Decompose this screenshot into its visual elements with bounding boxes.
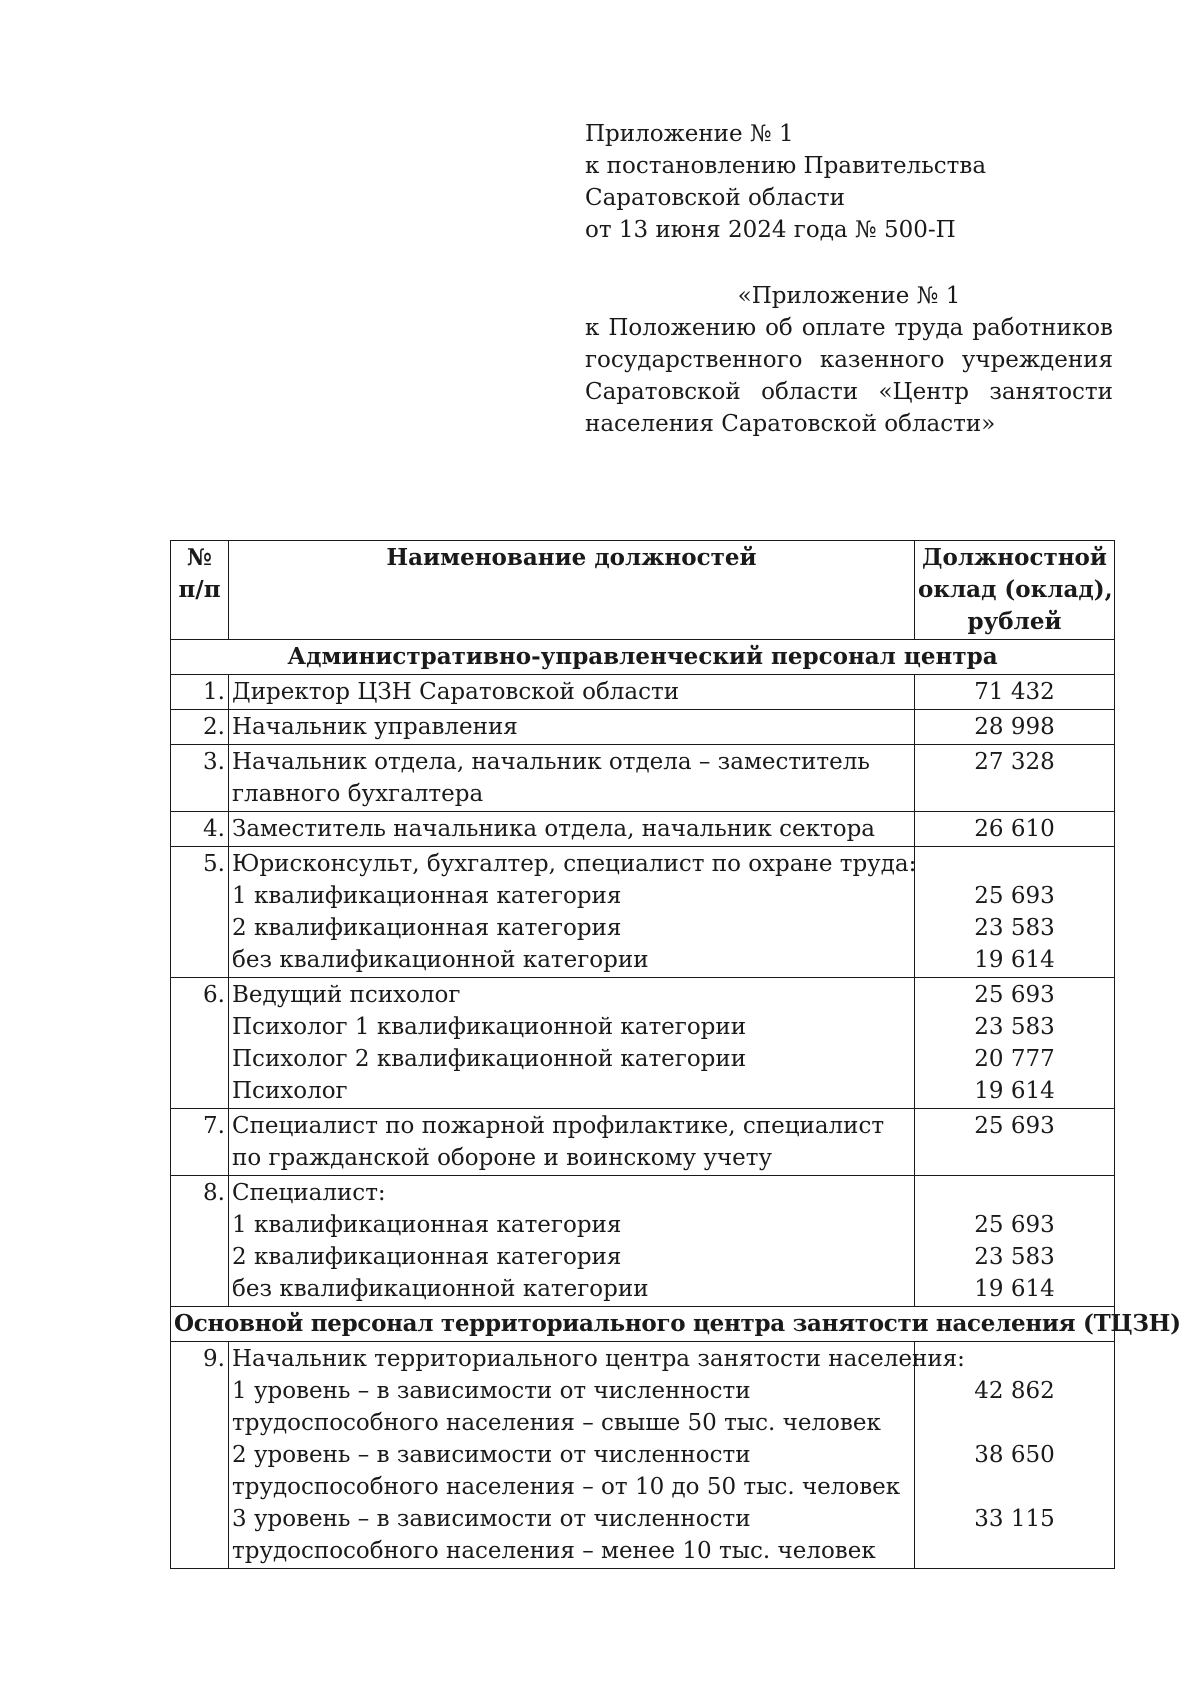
annex-line: государственного казенного учреждения <box>585 347 1113 373</box>
row-number: 4. <box>171 812 229 847</box>
position-name <box>229 812 915 847</box>
position-name <box>229 847 915 978</box>
position-name <box>229 978 915 1109</box>
annex-line: к Положению об оплате труда работников <box>585 315 1113 341</box>
header-line: к постановлению Правительства <box>585 153 987 179</box>
salary-line: 25 693 <box>974 883 1055 909</box>
salary-line: 42 862 <box>974 1378 1055 1404</box>
row-number: 6. <box>171 978 229 1109</box>
salary-line: 26 610 <box>974 816 1055 842</box>
salary-line: 19 614 <box>974 947 1055 973</box>
position-line: 2 квалификационная категория <box>232 1244 622 1270</box>
row-number: 2. <box>171 710 229 745</box>
row-number: 1. <box>171 675 229 710</box>
salary-line <box>918 1177 1111 1209</box>
annex-reference <box>585 280 1113 440</box>
salary-value <box>915 812 1115 847</box>
header-number-line: № <box>187 544 212 571</box>
position-line: 1 квалификационная категория <box>232 883 622 909</box>
position-line: Специалист по пожарной профилактике, специалист <box>232 1113 885 1139</box>
position-line: Психолог 1 квалификационной категории <box>232 1014 747 1040</box>
row-number: 7. <box>171 1109 229 1176</box>
salary-line: 28 998 <box>974 714 1055 740</box>
salary-value <box>915 978 1115 1109</box>
salary-value <box>915 745 1115 812</box>
salary-value <box>915 847 1115 978</box>
table-row <box>171 812 1115 847</box>
salary-line <box>918 1471 1111 1503</box>
table-row <box>171 1109 1115 1176</box>
position-line: без квалификационной категории <box>232 1276 649 1302</box>
salary-line: 33 115 <box>974 1506 1055 1532</box>
table-row <box>171 1176 1115 1307</box>
header-line: Саратовской области <box>585 185 845 211</box>
position-line: 1 уровень – в зависимости от численности <box>232 1378 751 1404</box>
salary-line: 20 777 <box>974 1046 1055 1072</box>
table-row <box>171 1342 1115 1569</box>
appendix-header <box>585 118 1105 246</box>
position-name <box>229 745 915 812</box>
position-line: трудоспособного населения – менее 10 тыс. человек <box>232 1538 876 1564</box>
position-line: без квалификационной категории <box>232 947 649 973</box>
header-line: Приложение № 1 <box>585 121 794 147</box>
section-row <box>171 640 1115 675</box>
position-name <box>229 1342 965 1569</box>
position-line: главного бухгалтера <box>232 781 484 807</box>
salary-line: 23 583 <box>974 1244 1055 1270</box>
salary-line: 23 583 <box>974 915 1055 941</box>
position-line: трудоспособного населения – от 10 до 50 тыс. человек <box>232 1474 901 1500</box>
position-name <box>229 1176 915 1307</box>
position-line: Заместитель начальника отдела, начальник сектора <box>232 816 876 842</box>
position-line: Юрисконсульт, бухгалтер, специалист по охране труда: <box>232 851 917 877</box>
row-number: 8. <box>171 1176 229 1307</box>
header-salary-line: Должностной <box>922 544 1107 571</box>
table-row <box>171 675 1115 710</box>
header-line: от 13 июня 2024 года № 500-П <box>585 217 956 243</box>
salary-value <box>915 1176 1115 1307</box>
header-position-name: Наименование должностей <box>229 541 915 640</box>
salary-line: 25 693 <box>974 982 1055 1008</box>
position-name <box>229 675 915 710</box>
header-number-line: п/п <box>178 576 221 603</box>
salary-line <box>918 1407 1111 1439</box>
position-name <box>229 1109 915 1176</box>
position-line: 2 квалификационная категория <box>232 915 622 941</box>
row-number: 3. <box>171 745 229 812</box>
position-line: Психолог 2 квалификационной категории <box>232 1046 747 1072</box>
salary-value <box>915 710 1115 745</box>
position-line: трудоспособного населения – свыше 50 тыс. человек <box>232 1410 881 1436</box>
section-row <box>171 1307 1115 1342</box>
salary-line: 27 328 <box>974 749 1055 775</box>
table-row <box>171 710 1115 745</box>
salary-line: 23 583 <box>974 1014 1055 1040</box>
salary-line: 19 614 <box>974 1078 1055 1104</box>
position-line: Начальник территориального центра занятости населения: <box>232 1346 965 1372</box>
header-salary <box>915 541 1115 640</box>
salary-line: 25 693 <box>974 1212 1055 1238</box>
row-number: 5. <box>171 847 229 978</box>
position-line: 3 уровень – в зависимости от численности <box>232 1506 751 1532</box>
salary-line: 71 432 <box>974 679 1055 705</box>
position-line: по гражданской обороне и воинскому учету <box>232 1145 772 1171</box>
position-line: 1 квалификационная категория <box>232 1212 622 1238</box>
position-name <box>229 710 915 745</box>
position-line: Начальник управления <box>232 714 518 740</box>
position-line: Специалист: <box>232 1180 386 1206</box>
salary-line: 25 693 <box>974 1113 1055 1139</box>
row-number: 9. <box>171 1342 229 1569</box>
section-admin-title: Административно-управленческий персонал центра <box>171 640 1115 675</box>
annex-line: Саратовской области «Центр занятости <box>585 379 1113 405</box>
salary-line <box>918 848 1111 880</box>
position-line: Ведущий психолог <box>232 982 461 1008</box>
position-line: Начальник отдела, начальник отдела – заместитель <box>232 749 870 775</box>
section-main-title: Основной персонал территориального центра занятости населения (ТЦЗН) <box>171 1307 1115 1342</box>
annex-title: «Приложение № 1 <box>737 283 961 309</box>
salary-table <box>170 540 1181 1569</box>
table-row <box>171 745 1115 812</box>
salary-value <box>915 1109 1115 1176</box>
salary-line: 19 614 <box>974 1276 1055 1302</box>
table-row <box>171 847 1115 978</box>
table-row <box>171 978 1115 1109</box>
header-number <box>171 541 229 640</box>
annex-line: населения Саратовской области» <box>585 411 996 437</box>
position-line: Директор ЦЗН Саратовской области <box>232 679 680 705</box>
header-salary-line: рублей <box>967 608 1062 635</box>
salary-value <box>915 1342 1115 1569</box>
position-line: Психолог <box>232 1078 348 1104</box>
table-header-row <box>171 541 1115 640</box>
salary-value <box>915 675 1115 710</box>
salary-line: 38 650 <box>974 1442 1055 1468</box>
position-line: 2 уровень – в зависимости от численности <box>232 1442 751 1468</box>
salary-line <box>918 1535 1111 1567</box>
header-salary-line: оклад (оклад), <box>918 576 1113 603</box>
